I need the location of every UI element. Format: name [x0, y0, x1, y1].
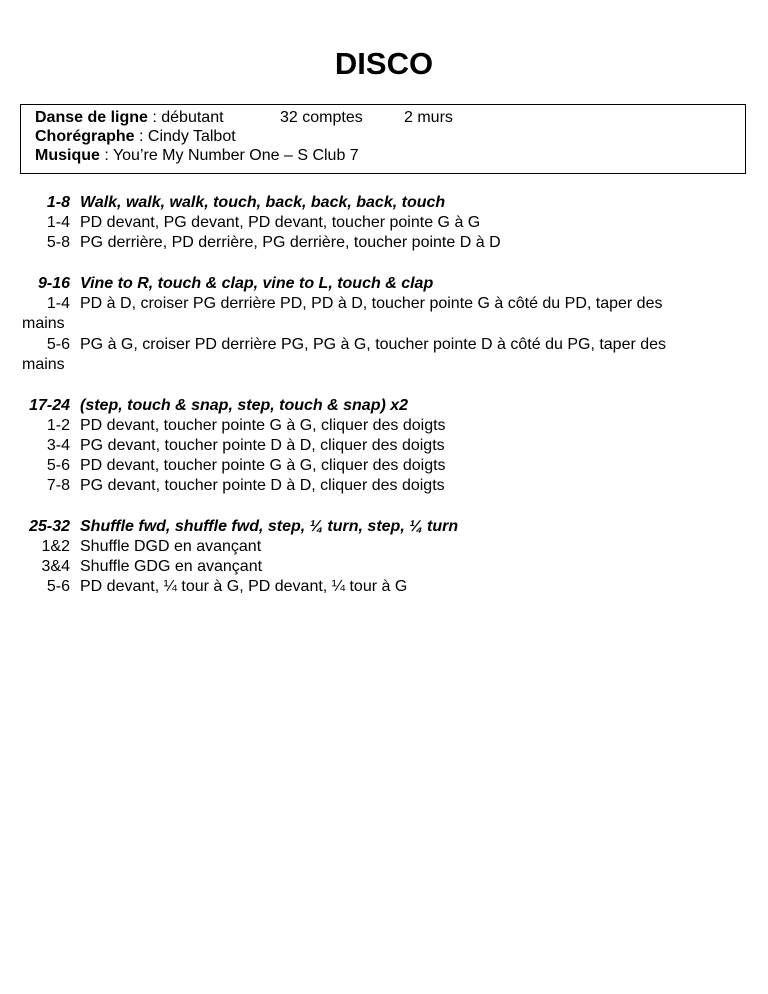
step-counts: 1-4	[46, 214, 70, 231]
section-header	[0, 516, 768, 537]
step-text: PD devant, toucher pointe G à G, cliquer des doigts	[80, 457, 446, 474]
step-row	[0, 212, 768, 233]
step-counts: 5-8	[46, 234, 70, 251]
section-title: Vine to R, touch & clap, vine to L, touch & clap	[80, 275, 434, 292]
section-counts: 9-16	[37, 275, 70, 292]
step-row	[0, 475, 768, 496]
step-counts: 5-6	[46, 457, 70, 474]
step-row	[0, 293, 768, 314]
dance-type-line	[35, 108, 224, 127]
step-text: PD devant, PG devant, PD devant, toucher pointe G à G	[80, 214, 481, 231]
step-row	[0, 556, 768, 577]
step-continuation: mains	[22, 356, 65, 373]
section-title: (step, touch & snap, step, touch & snap) x2	[80, 397, 409, 414]
step-counts: 5-6	[46, 578, 70, 595]
music-value: : You’re My Number One – S Club 7	[99, 147, 359, 164]
step-counts: 1&2	[41, 538, 70, 555]
step-row	[0, 232, 768, 253]
step-text: Shuffle GDG en avançant	[80, 558, 263, 575]
step-text: PG derrière, PD derrière, PG derrière, toucher pointe D à D	[80, 234, 501, 251]
dance-info-box	[20, 104, 746, 174]
page-title: DISCO	[334, 46, 434, 81]
step-counts: 1-4	[46, 295, 70, 312]
step-row	[0, 334, 768, 355]
step-text: PD à D, croiser PG derrière PD, PD à D, toucher pointe G à côté du PD, taper des	[80, 295, 663, 312]
step-row	[0, 435, 768, 456]
step-text: PD devant, toucher pointe G à G, cliquer des doigts	[80, 417, 446, 434]
choreographer-line	[35, 127, 236, 146]
step-counts: 3-4	[46, 437, 70, 454]
section-header	[0, 273, 768, 294]
music-label: Musique	[35, 147, 100, 164]
step-row	[0, 415, 768, 436]
dance-type-value: : débutant	[147, 109, 224, 126]
dance-counts: 32 comptes	[280, 109, 363, 126]
step-text: PG à G, croiser PD derrière PG, PG à G, toucher pointe D à côté du PG, taper des	[80, 336, 667, 353]
music-line	[35, 146, 359, 165]
step-text: PD devant, ¼ tour à G, PD devant, ¼ tour à G	[80, 578, 408, 595]
step-counts: 7-8	[46, 477, 70, 494]
section-header	[0, 395, 768, 416]
step-row	[0, 536, 768, 557]
step-text: PG devant, toucher pointe D à D, cliquer des doigts	[80, 437, 445, 454]
dance-walls: 2 murs	[404, 109, 453, 126]
step-text: Shuffle DGD en avançant	[80, 538, 262, 555]
step-counts: 5-6	[46, 336, 70, 353]
step-text: PG devant, toucher pointe D à D, cliquer des doigts	[80, 477, 445, 494]
section-title: Shuffle fwd, shuffle fwd, step, ¼ turn, step, ¼ turn	[80, 518, 459, 535]
step-counts: 3&4	[41, 558, 70, 575]
choreographer-label: Chorégraphe	[35, 128, 135, 145]
section-counts: 1-8	[46, 194, 70, 211]
section-title: Walk, walk, walk, touch, back, back, back, touch	[80, 194, 446, 211]
step-row	[0, 576, 768, 597]
section-counts: 17-24	[29, 397, 70, 414]
step-continuation: mains	[22, 315, 65, 332]
section-header	[0, 192, 768, 213]
step-row	[0, 455, 768, 476]
section-counts: 25-32	[29, 518, 70, 535]
dance-type-label: Danse de ligne	[35, 109, 148, 126]
step-counts: 1-2	[46, 417, 70, 434]
choreographer-value: : Cindy Talbot	[134, 128, 236, 145]
